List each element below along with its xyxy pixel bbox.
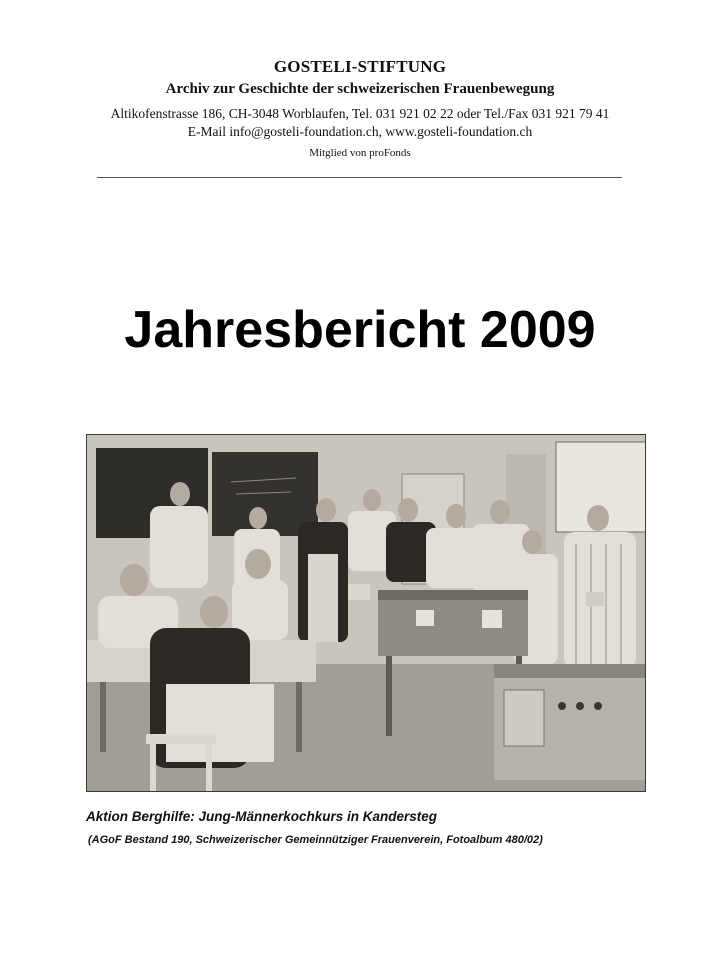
- membership-note: Mitglied von proFonds: [309, 147, 411, 159]
- report-title: Jahresbericht 2009: [124, 301, 596, 359]
- photo-source-note: (AGoF Bestand 190, Schweizerischer Gemeinnütziger Frauenverein, Fotoalbum 480/02): [88, 834, 543, 846]
- contact-line: E-Mail info@gosteli-foundation.ch, www.gosteli-foundation.ch: [187, 124, 533, 139]
- photo-caption: Aktion Berghilfe: Jung-Männerkochkurs in Kandersteg: [86, 809, 438, 824]
- organization-subtitle: Archiv zur Geschichte der schweizerischen Frauenbewegung: [165, 81, 555, 97]
- header-divider: [97, 177, 622, 178]
- historical-photo: [86, 434, 646, 792]
- letterhead: [0, 56, 720, 160]
- address-line: Altikofenstrasse 186, CH-3048 Worblaufen, Tel. 031 921 02 22 oder Tel./Fax 031 921 79 41: [110, 106, 610, 121]
- organization-name: GOSTELI-STIFTUNG: [273, 57, 447, 76]
- cooking-class-photo-illustration: [86, 434, 646, 792]
- photo-stove-middle: [378, 596, 528, 656]
